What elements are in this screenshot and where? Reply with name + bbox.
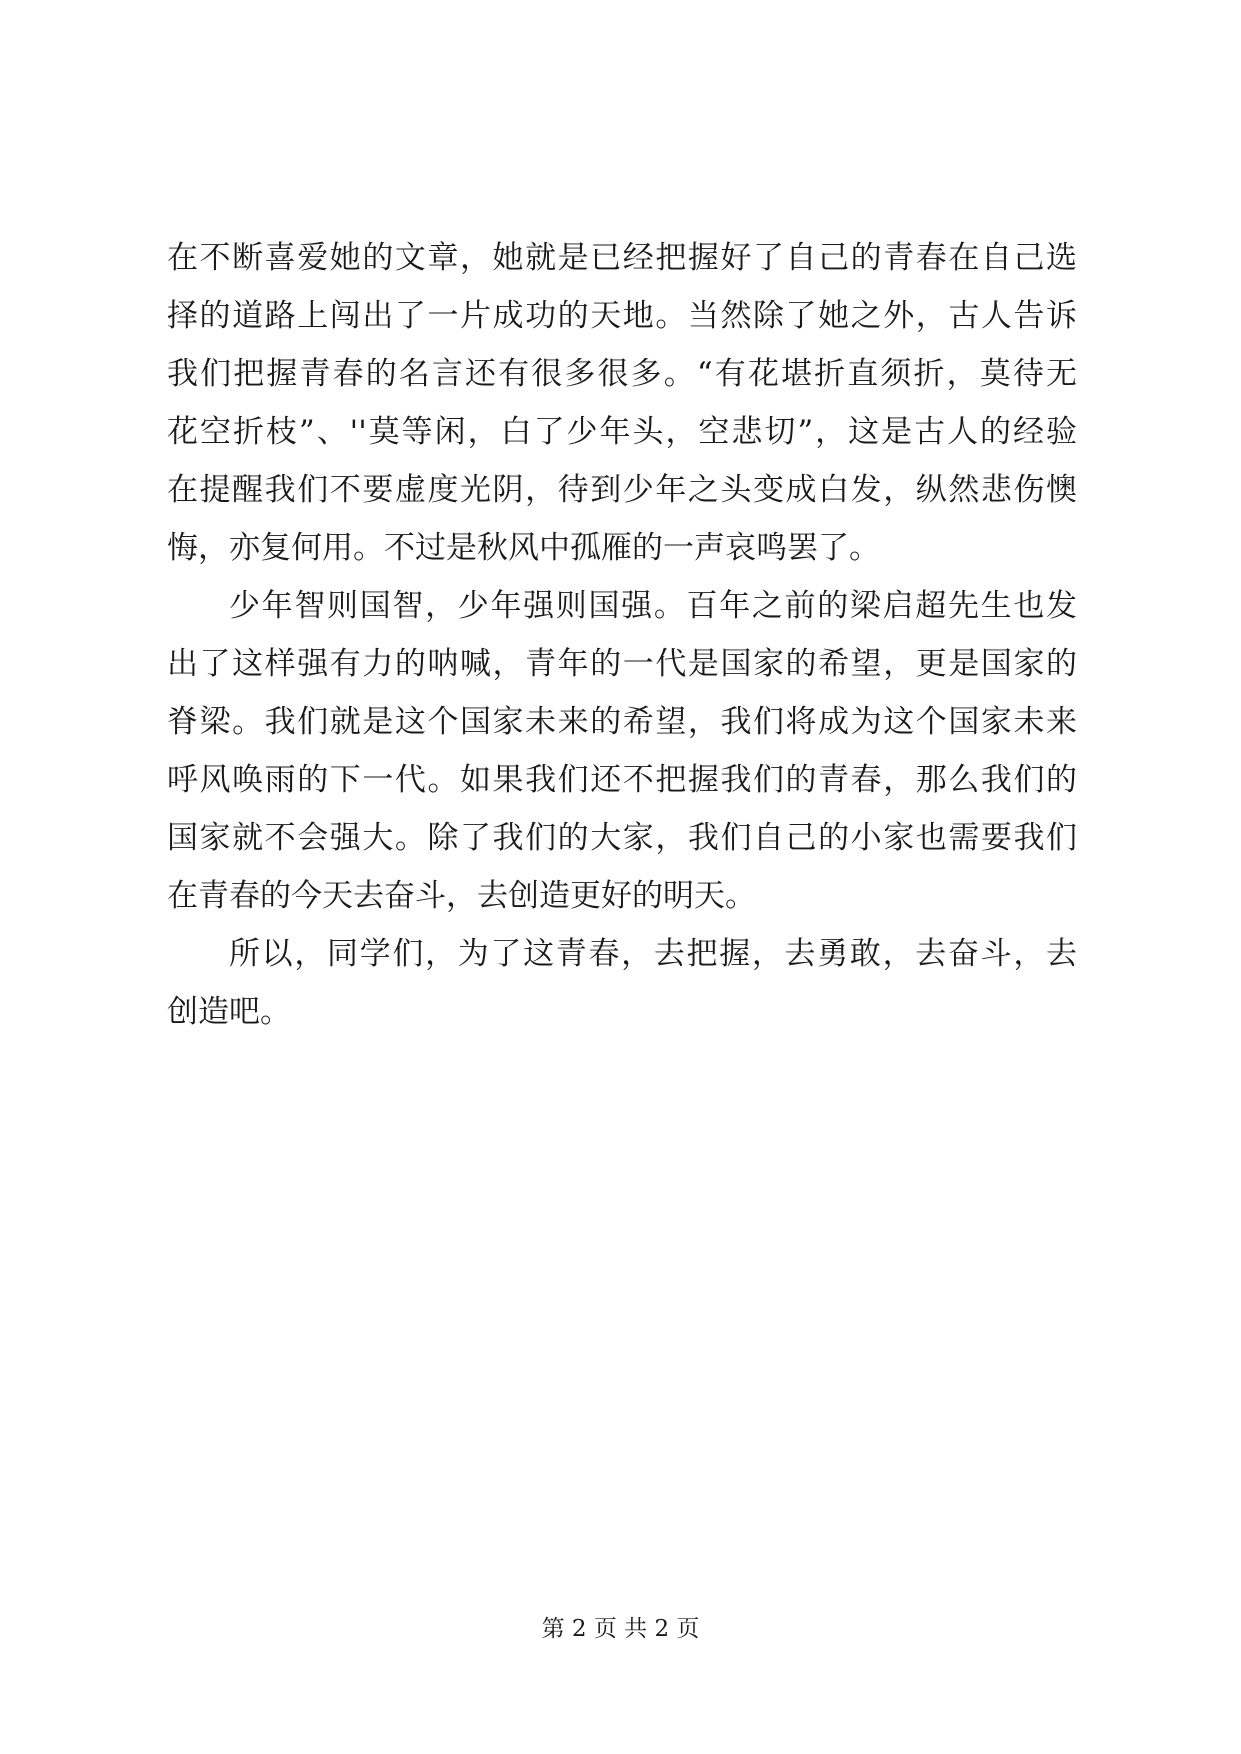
paragraph bbox=[167, 577, 1077, 925]
text-line: 择的道路上闯出了一片成功的天地。当然除了她之外，古人告诉 bbox=[167, 298, 1077, 334]
text-line: 在不断喜爱她的文章，她就是已经把握好了自己的青春在自己选 bbox=[167, 240, 1077, 276]
text-line: 少年智则国智，少年强则国强。百年之前的梁启超先生也发 bbox=[229, 588, 1077, 624]
paragraph bbox=[167, 925, 1077, 1041]
paragraph bbox=[167, 229, 1077, 577]
text-line: 花空折枝”、''莫等闲，白了少年头，空悲切”，这是古人的经验 bbox=[167, 414, 1077, 450]
page-number-footer: 第 2 页 共 2 页 bbox=[541, 1616, 700, 1642]
text-line: 呼风唤雨的下一代。如果我们还不把握我们的青春，那么我们的 bbox=[167, 762, 1077, 798]
text-line: 创造吧。 bbox=[167, 994, 291, 1030]
text-line: 悔，亦复何用。不过是秋风中孤雁的一声哀鸣罢了。 bbox=[167, 530, 880, 566]
text-line: 出了这样强有力的呐喊，青年的一代是国家的希望，更是国家的 bbox=[167, 646, 1077, 682]
text-line: 国家就不会强大。除了我们的大家，我们自己的小家也需要我们 bbox=[167, 820, 1077, 856]
document-body bbox=[167, 229, 1077, 1041]
text-line: 脊梁。我们就是这个国家未来的希望，我们将成为这个国家未来 bbox=[167, 704, 1077, 740]
text-line: 我们把握青春的名言还有很多很多。“有花堪折直须折，莫待无 bbox=[167, 356, 1077, 392]
text-line: 在青春的今天去奋斗，去创造更好的明天。 bbox=[167, 878, 756, 914]
text-line: 在提醒我们不要虚度光阴，待到少年之头变成白发，纵然悲伤懊 bbox=[167, 472, 1077, 508]
text-line: 所以，同学们，为了这青春，去把握，去勇敢，去奋斗，去 bbox=[229, 936, 1077, 972]
